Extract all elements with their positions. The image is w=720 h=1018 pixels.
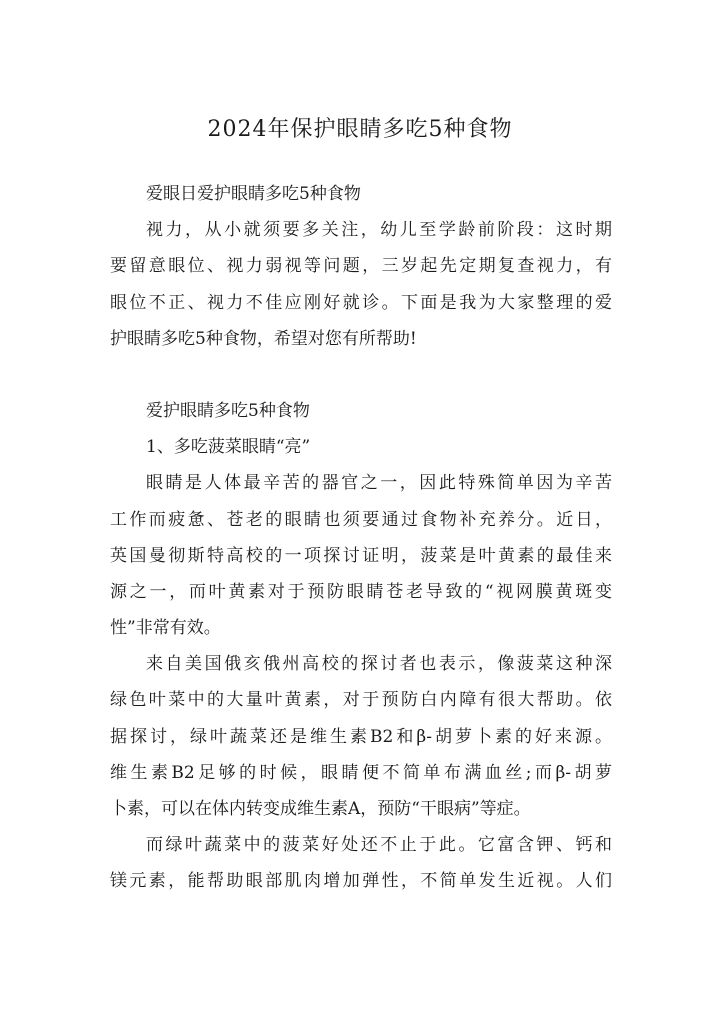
section-heading: 爱护眼睛多吃5种食物 [146, 400, 310, 421]
subtitle: 爱眼日爱护眼睛多吃5种食物 [146, 184, 361, 204]
paragraph-line: 据探讨，绿叶蔬菜还是维生素B2和β-胡萝卜素的好来源。 [110, 726, 612, 747]
document-body [110, 176, 612, 900]
paragraph-line: 维生素B2足够的时候，眼睛便不简单布满血丝;而β-胡萝 [110, 762, 612, 783]
paragraph-line: 英国曼彻斯特高校的一项探讨证明，菠菜是叶黄素的最佳来 [110, 545, 612, 566]
paragraph-line: 工作而疲惫、苍老的眼睛也须要通过食物补充养分。近日， [110, 509, 612, 530]
document-title: 2024年保护眼睛多吃5种食物 [207, 117, 513, 142]
paragraph-line: 卜素，可以在体内转变成维生素A，预防“干眼病”等症。 [110, 799, 531, 819]
paragraph-gap [110, 357, 612, 393]
paragraph-line: 绿色叶菜中的大量叶黄素，对于预防白内障有很大帮助。依 [110, 690, 612, 711]
paragraph-line: 性”非常有效。 [110, 618, 221, 639]
intro-line: 要留意眼位、视力弱视等问题，三岁起先定期复查视力，有 [110, 256, 612, 277]
intro-line: 视力，从小就须要多关注，幼儿至学龄前阶段：这时期 [146, 220, 612, 241]
paragraph-line: 眼睛是人体最辛苦的器官之一，因此特殊简单因为辛苦 [146, 473, 612, 494]
item-heading: 1、多吃菠菜眼睛“亮” [146, 437, 311, 458]
paragraph-line: 镁元素，能帮助眼部肌肉增加弹性，不简单发生近视。人们 [110, 871, 612, 892]
paragraph-line: 源之一，而叶黄素对于预防眼睛苍老导致的“视网膜黄斑变 [110, 581, 612, 602]
paragraph-line: 来自美国俄亥俄州高校的探讨者也表示，像菠菜这种深 [146, 654, 612, 675]
intro-line: 眼位不正、视力不佳应刚好就诊。下面是我为大家整理的爱 [110, 292, 612, 313]
paragraph-line: 而绿叶蔬菜中的菠菜好处还不止于此。它富含钾、钙和 [146, 835, 612, 856]
intro-line: 护眼睛多吃5种食物，希望对您有所帮助! [110, 328, 417, 349]
